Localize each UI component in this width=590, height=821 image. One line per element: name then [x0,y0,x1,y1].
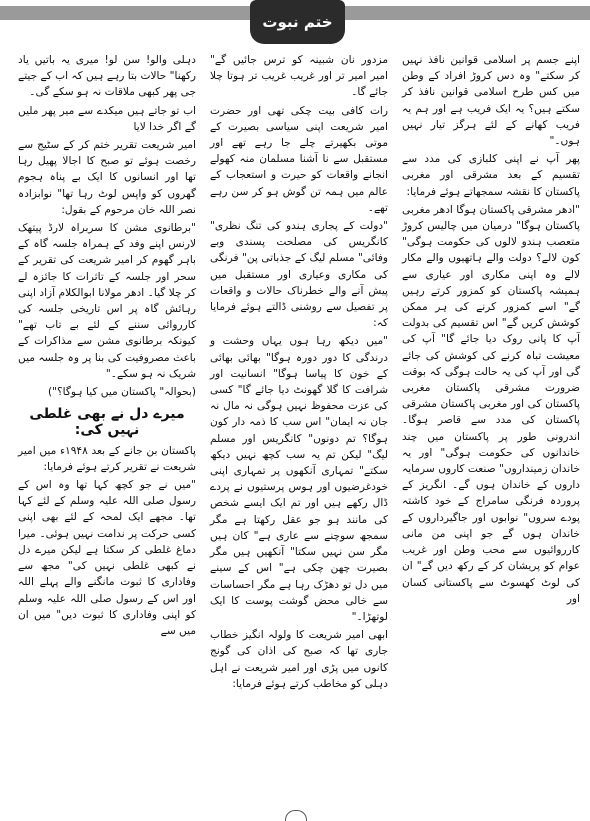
section-heading: میرے دل نے بھی غلطی نہیں کی: [29,406,185,439]
citation: (بحوالہ" پاکستان میں کیا ہوگا؟") [48,386,196,399]
paragraph: مزدور نان شبینہ کو ترس جائیں گے" امیر امیر تر اور غریب غریب تر ہوتا چلا جائے گا۔ [210,54,388,99]
emblem-text: ختم نبوت [262,13,333,31]
paragraph: پاکستان بن جانے کے بعد ۱۹۴۸ء میں امیر شریعت نے تقریر کرتے ہوئے فرمایا: [18,444,197,473]
header-emblem [250,0,345,44]
column-middle [210,52,388,694]
header-band-left [0,6,250,20]
paragraph: "میں دیکھ رہا ہوں یہاں وحشت و درندگی کا دور دورہ ہوگا" بھائی بھائی کے خون کا پیاسا ہوگا" انسانیت اور شرافت کا گلا گھونٹ دیا جائے گا" کسی کی عزت محفوظ نہیں ہوگی نہ مال نہ جان نہ ایمان" اس سب کا ذمہ دار کون ہوگا؟ تم دونوں" کانگریس اور مسلم لیگ" لیکن تم یہ سب کچھ نہیں دیکھ سکتے" تمہاری آنکھوں پر تمہاری اپنی خودغرضیوں اور ہوس پرستیوں نے پردے ڈال رکھے ہیں اور تم ایک ایسے شخص کی مانند ہو جو عقل رکھتا ہے مگر سمجھ سوچنے سے عاری ہے" کان ہیں مگر سن نہیں سکتا" آنکھیں ہیں مگر بصیرت چھن چکی ہے" اس کے سینے میں دل تو دھڑک رہا ہے مگر احساسات سے خالی محض گوشت پوست کا ایک لوتھڑا۔" [210,335,388,623]
column-left [18,52,196,641]
column-right [402,52,580,609]
paragraph: دہلی والو! سن لو! میری یہ باتیں یاد رکھنا" حالات بتا رہے ہیں کہ اب کے جیتے جی پھر کبھی ملاقات نہ ہو سکے گی۔ [17,54,196,99]
paragraph: امیر شریعت تقریر ختم کر کے سٹیج سے رخصت ہوئے تو صبح کا اجالا پھیل رہا تھا اور انسانوں کا ایک بے پناہ ہجوم گھروں کو واپس لوٹ رہا تھا" نوابزادہ نصر اللہ خان مرحوم کے بقول: [18,139,196,216]
paragraph: اپنے جسم پر اسلامی قوانین نافذ نہیں کر سکتے" وہ دس کروڑ افراد کے وطن میں کس طرح اسلامی قوانین نافذ کر سکتے ہیں؟ یہ ایک فریب ہے اور ہم یہ فریب کھانے کے لئے ہرگز تیار نہیں ہوں۔" [402,54,580,148]
paragraph: ابھی امیر شریعت کا ولولہ انگیز خطاب جاری تھا کہ صبح کی اذان کی گونج کانوں میں پڑی اور امیر شریعت نے اہل دہلی کو مخاطب کرتے ہوئے فرمایا: [210,629,388,690]
poetry-couplet: اب تو جاتے ہیں میکدے سے میر پھر ملیں گے اگر خدا لایا [18,104,196,133]
page-footer-mark [285,810,307,821]
quote: "میں نے جو کچھ کہا تھا وہ اس کے رسول صلی اللہ علیہ وسلم کے لئے کہا تھا۔ مجھے ایک لمحہ کے لئے بھی اپنی کسی حرکت پر ندامت نہیں ہوئی۔ میرا دماغ غلطی کر سکتا ہے لیکن میرے دل نے کبھی غلطی نہیں کی" مجھ سے وفاداری کا ثبوت مانگنے والے پہلے اللہ اور اس کے رسول صلی اللہ علیہ وسلم کو اپنی وفاداری کا ثبوت دیں" میں ان میں سے [18,479,196,637]
paragraph: پھر آپ نے اپنی کلبازی کی مدد سے تقسیم کے بعد مشرقی اور مغربی پاکستان کا نقشہ سمجھاتے ہوئے فرمایا: [402,153,580,198]
paragraph: "ادھر مشرقی پاکستان ہوگا ادھر مغربی پاکستان ہوگا" درمیان میں چالیس کروڑ متعصب ہندو لالوں کی حکومت ہوگی" کون لالے؟ دولت والے ہاتھیوں والے مکار لالے وہ اپنی مکاری اور عیاری سے ہمیشہ پاکستان کو کمزور کرتے رہیں گے" اسے کمزور کرنے کی ہر ممکن کوشش کریں گے" اس تقسیم کی بدولت آپ کا پانی روک دیا جائے گا" آپ کی معیشت تباہ کرنے کی کوشش کی جائے گی اور آپ کی یہ حالت ہوگی کہ بوقت ضرورت مشرقی پاکستان مغربی پاکستان کی اور مغربی پاکستان مشرقی پاکستان کی مدد سے قاصر ہوگا۔ اندرونی طور پر پاکستان میں چند خاندانوں کی حکومت ہوگی" اور یہ خاندان زمینداروں" صنعت کاروں سرمایہ داروں کے خاندان ہوں گے۔ انگریز کے پروردہ فرنگی سامراج کے خود کاشتہ پودے سروں" نوابوں اور جاگیرداروں کے خاندان ہوں گے جو اپنی من مانی کارروائیوں سے محب وطن اور غریب عوام کو پریشان کر کے رکھ دیں گے" ان کی لوٹ کھسوٹ سے پاکستانی کسان اور [402,203,580,605]
paragraph: "دولت کے پجاری ہندو کی تنگ نظری" کانگریس کی مصلحت پسندی وبے وفائی" مسلم لیگ کے جذباتی پن" فرنگی کی مکاری وعیاری اور مستقبل میں پیش آنے والے خطرناک حالات و واقعات پر تفصیل سے روشنی ڈالتے ہوئے فرمایا کہ: [210,220,388,330]
quote: "برطانوی مشن کا سربراہ لارڈ پیتھک لارنس اپنے وفد کے ہمراہ جلسہ گاہ کے باہر گھوم کر امیر شریعت کی تقریر کے سحر اور جلسہ کے تاثرات کا جائزہ لے کر چلا گیا۔ ادھر مولانا ابوالکلام آزاد اپنی رہائش گاہ پر اس تاریخی جلسہ کی کارروائی سننے کے لئے بے تاب تھے" کیونکہ برطانوی مشن سے مذاکرات کے باعث مصروفیت کی بنا پر وہ جلسہ میں شریک نہ ہو سکے۔" [18,222,196,380]
paragraph: رات کافی بیت چکی تھی اور حضرت امیر شریعت اپنی سیاسی بصیرت کے موتی بکھیرتے چلے جا رہے تھے اور مستقبل سے نا آشنا مسلمان منہ کھولے انجانے واقعات کو حیرت و استعجاب کے عالم میں ہمہ تن گوش ہو کر سن رہے تھے۔ [210,104,388,214]
header-band-right [345,6,590,20]
